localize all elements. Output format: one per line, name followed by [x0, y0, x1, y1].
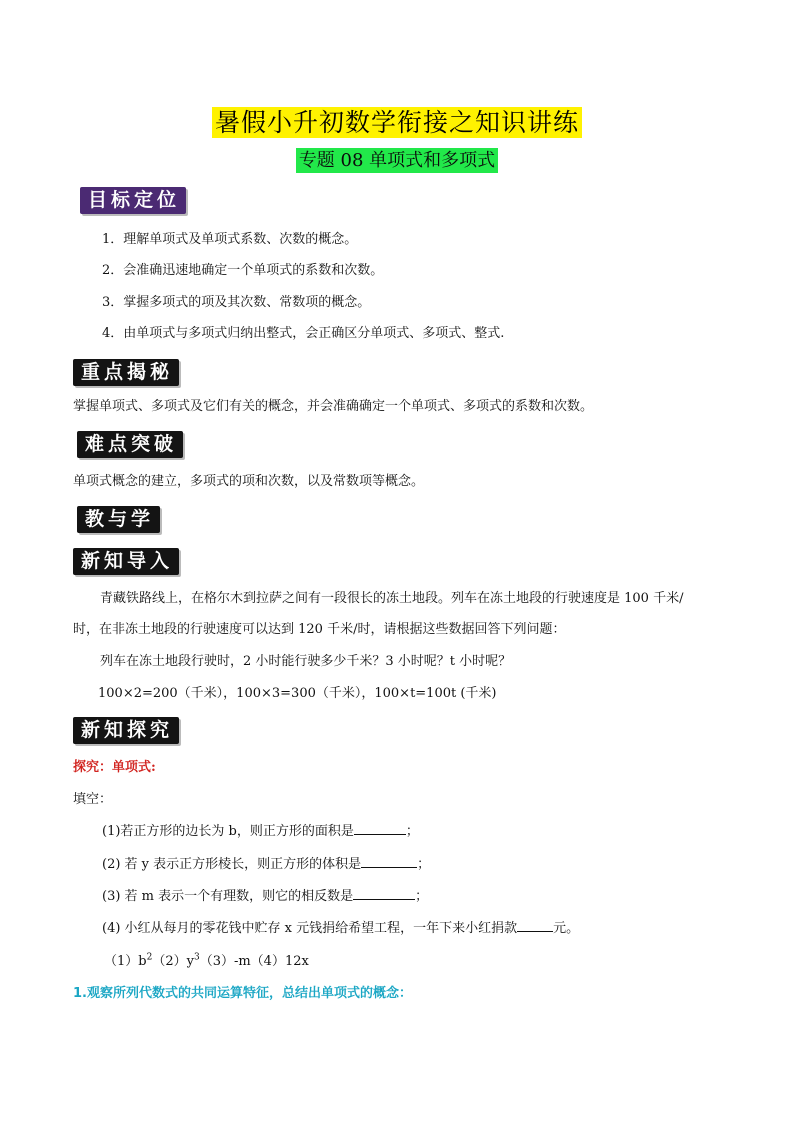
exponent-3: 3 — [193, 952, 200, 963]
main-title-text: 暑假小升初数学衔接之知识讲练 — [212, 107, 582, 138]
goal-item-2: 2．会准确迅速地确定一个单项式的系数和次数。 — [102, 263, 384, 278]
goal-badge: 目标定位 — [80, 187, 186, 214]
question-4-text: (4) 小红从每月的零花钱中贮存 x 元钱捐给希望工程，一年下来小红捐款 — [102, 921, 518, 936]
fill-in-answers — [104, 953, 309, 971]
difficulty-text: 单项式概念的建立，多项式的项和次数，以及常数项等概念。 — [73, 474, 425, 489]
sub-title — [0, 146, 794, 172]
intro-question: 列车在冻土地段行驶时，2 小时能行驶多少千米？3 小时呢？t 小时呢？ — [100, 654, 512, 669]
difficulty-badge: 难点突破 — [77, 431, 183, 458]
intro-answer: 100×2=200（千米），100×3=300（千米），100×t=100t (千米) — [98, 686, 497, 701]
answer-blank-2[interactable] — [361, 855, 417, 868]
explore-badge: 新知探究 — [73, 717, 179, 744]
answer-blank-4[interactable] — [517, 919, 553, 932]
fill-in-label: 填空： — [73, 792, 113, 807]
question-4 — [102, 919, 579, 938]
intro-badge: 新知导入 — [73, 548, 179, 575]
question-1-text: (1)若正方形的边长为 b，则正方形的面积是 — [102, 824, 354, 839]
key-points-badge: 重点揭秘 — [73, 359, 179, 386]
goal-item-1: 1．理解单项式及单项式系数、次数的概念。 — [102, 232, 358, 247]
teach-learn-badge: 教与学 — [77, 506, 160, 533]
question-2 — [102, 855, 430, 874]
intro-paragraph-line-1: 青藏铁路线上，在格尔木到拉萨之间有一段很长的冻土地段。列车在冻土地段的行驶速度是 100 千米/ — [100, 591, 684, 606]
answer-part-2: （2）y — [152, 954, 194, 969]
question-3-text: (3) 若 m 表示一个有理数，则它的相反数是 — [102, 889, 354, 904]
intro-paragraph-line-2: 时，在非冻土地段的行驶速度可以达到 120 千米/时，请根据这些数据回答下列问题： — [73, 622, 566, 637]
question-4-end: 元。 — [553, 921, 580, 936]
observe-prompt: 1.观察所列代数式的共同运算特征，总结出单项式的概念： — [73, 986, 412, 1001]
exponent-2: 2 — [146, 952, 153, 963]
question-2-text: (2) 若 y 表示正方形棱长，则正方形的体积是 — [102, 857, 362, 872]
question-3-end: ； — [415, 889, 429, 904]
goal-item-4: 4．由单项式与多项式归纳出整式，会正确区分单项式、多项式、整式. — [102, 326, 505, 341]
explore-heading: 探究：单项式: — [73, 760, 156, 775]
sub-title-text: 专题 08 单项式和多项式 — [296, 148, 498, 173]
answer-part-1: （1）b — [104, 954, 147, 969]
key-points-text: 掌握单项式、多项式及它们有关的概念，并会准确确定一个单项式、多项式的系数和次数。 — [73, 399, 594, 414]
question-1-end: ； — [405, 824, 419, 839]
answer-blank-1[interactable] — [354, 822, 406, 835]
answer-part-3: （3）-m（4）12x — [199, 954, 309, 969]
question-2-end: ； — [417, 857, 431, 872]
question-1 — [102, 822, 419, 841]
main-title — [0, 103, 794, 139]
answer-blank-3[interactable] — [353, 887, 415, 900]
question-3 — [102, 887, 428, 906]
goal-item-3: 3．掌握多项式的项及其次数、常数项的概念。 — [102, 295, 371, 310]
